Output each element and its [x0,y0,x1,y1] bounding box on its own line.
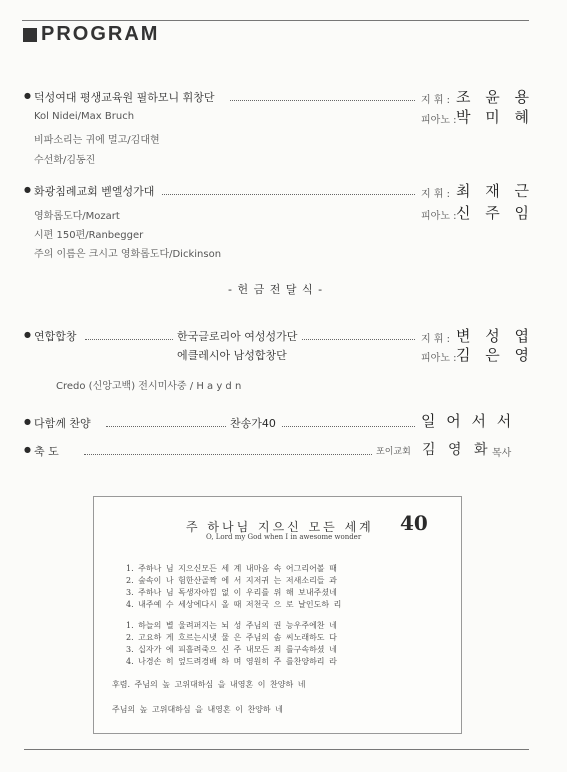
bullet-icon: ● [24,330,31,339]
hymn-box [93,496,462,734]
header-square-icon [23,28,37,42]
praise-action: 일 어 서 서 [421,412,515,430]
item2-song-2: 시편 150편/Ranbegger [34,230,144,241]
item1-song-3: 수선화/김동진 [34,155,96,166]
lyric-line: 2. 숲속이 나 험한산골짝 에 서 지저귀 는 저새소리들 과 [126,576,337,585]
item2-conductor: 최 재 근 [456,182,535,200]
hymn-subtitle: O, Lord my God when I in awesome wonder [206,533,362,541]
praise-hymn: 찬송가40 [230,417,276,430]
item1-title: 덕성여대 평생교육원 필하모니 휘창단 [34,91,215,104]
bottom-rule [24,749,529,750]
leader-dots [106,426,226,427]
item2-role2-label: 피아노 : [421,211,457,222]
item1-conductor: 조 윤 용 [456,88,535,106]
offering-heading: - 헌 금 전 달 식 - [228,283,324,296]
item2-song-3: 주의 이름은 크시고 영화롭도다/Dickinson [34,249,222,260]
item1-song-2: 비파소리는 귀에 멀고/김대현 [34,135,160,146]
bullet-icon: ● [24,445,31,454]
lyric-line: 4. 내주예 수 세상에다시 올 때 저천국 으 로 날인도하 리 [126,600,342,609]
joint-song: Credo (신앙고백) 전시미사중 / H a y d n [56,381,242,392]
item2-title: 화광침례교회 벧엘성가대 [34,185,155,198]
joint-role1-label: 지 휘 : [421,334,451,345]
page-title: PROGRAM [41,23,160,45]
leader-dots [230,100,415,101]
leader-dots [85,339,173,340]
item2-role1-label: 지 휘 : [421,189,451,200]
lyric-line: 1. 주하나 님 지으신모든 세 계 내마음 속 어그리어볼 때 [126,564,337,573]
lyric-line: 3. 주하나 님 독생자아낌 없 이 우리를 위 해 보내주셨네 [126,588,337,597]
lyric-line: 3. 십자가 에 피흘려죽으 신 주 내모든 죄 를구속하셨 네 [126,645,337,654]
praise-label: 다함께 찬양 [34,417,91,430]
bullet-icon: ● [24,417,31,426]
joint-choir-1: 한국글로리아 여성성가단 [177,330,298,343]
leader-dots [162,194,415,195]
lyric-line: 1. 하늘의 별 울려퍼지는 뇌 성 주님의 권 능우주에찬 네 [126,621,337,630]
item2-song-1: 영화롭도다/Mozart [34,211,120,222]
item1-role2-label: 피아노 : [421,115,457,126]
bullet-icon: ● [24,91,31,100]
lyric-line: 2. 고요하 게 흐르는시냇 물 은 주님의 솜 씨노래하도 다 [126,633,337,642]
joint-role2-label: 피아노 : [421,353,457,364]
joint-choir-2: 에클레시아 남성합창단 [177,349,287,362]
item2-pianist: 신 주 임 [456,204,535,222]
leader-dots [84,454,372,455]
item1-pianist: 박 미 혜 [456,108,535,126]
joint-pianist: 김 은 영 [456,346,535,364]
hymn-title: 주 하나님 지으신 모든 세계 [186,520,374,534]
item1-song-1: Kol Nidei/Max Bruch [34,111,135,122]
blessing-title: 목사 [492,448,512,459]
top-rule [22,20,529,21]
blessing-label: 축 도 [34,445,59,458]
leader-dots [302,339,415,340]
leader-dots [282,426,415,427]
blessing-name: 김 영 화 [422,442,492,458]
refrain-line: 주님의 높 고위대하심 을 내영혼 이 찬양하 네 [112,705,283,714]
blessing-church: 포이교회 [376,447,411,457]
item1-role1-label: 지 휘 : [421,95,451,106]
lyric-line: 4. 나경손 히 엎드려경배 하 며 영원히 주 를찬양하리 라 [126,657,337,666]
hymn-number: 40 [400,511,428,535]
bullet-icon: ● [24,185,31,194]
joint-conductor: 변 성 엽 [456,327,535,345]
joint-label: 연합합창 [34,330,77,343]
refrain-line: 후렴. 주님의 높 고위대하심 을 내영혼 이 찬양하 네 [112,680,306,689]
